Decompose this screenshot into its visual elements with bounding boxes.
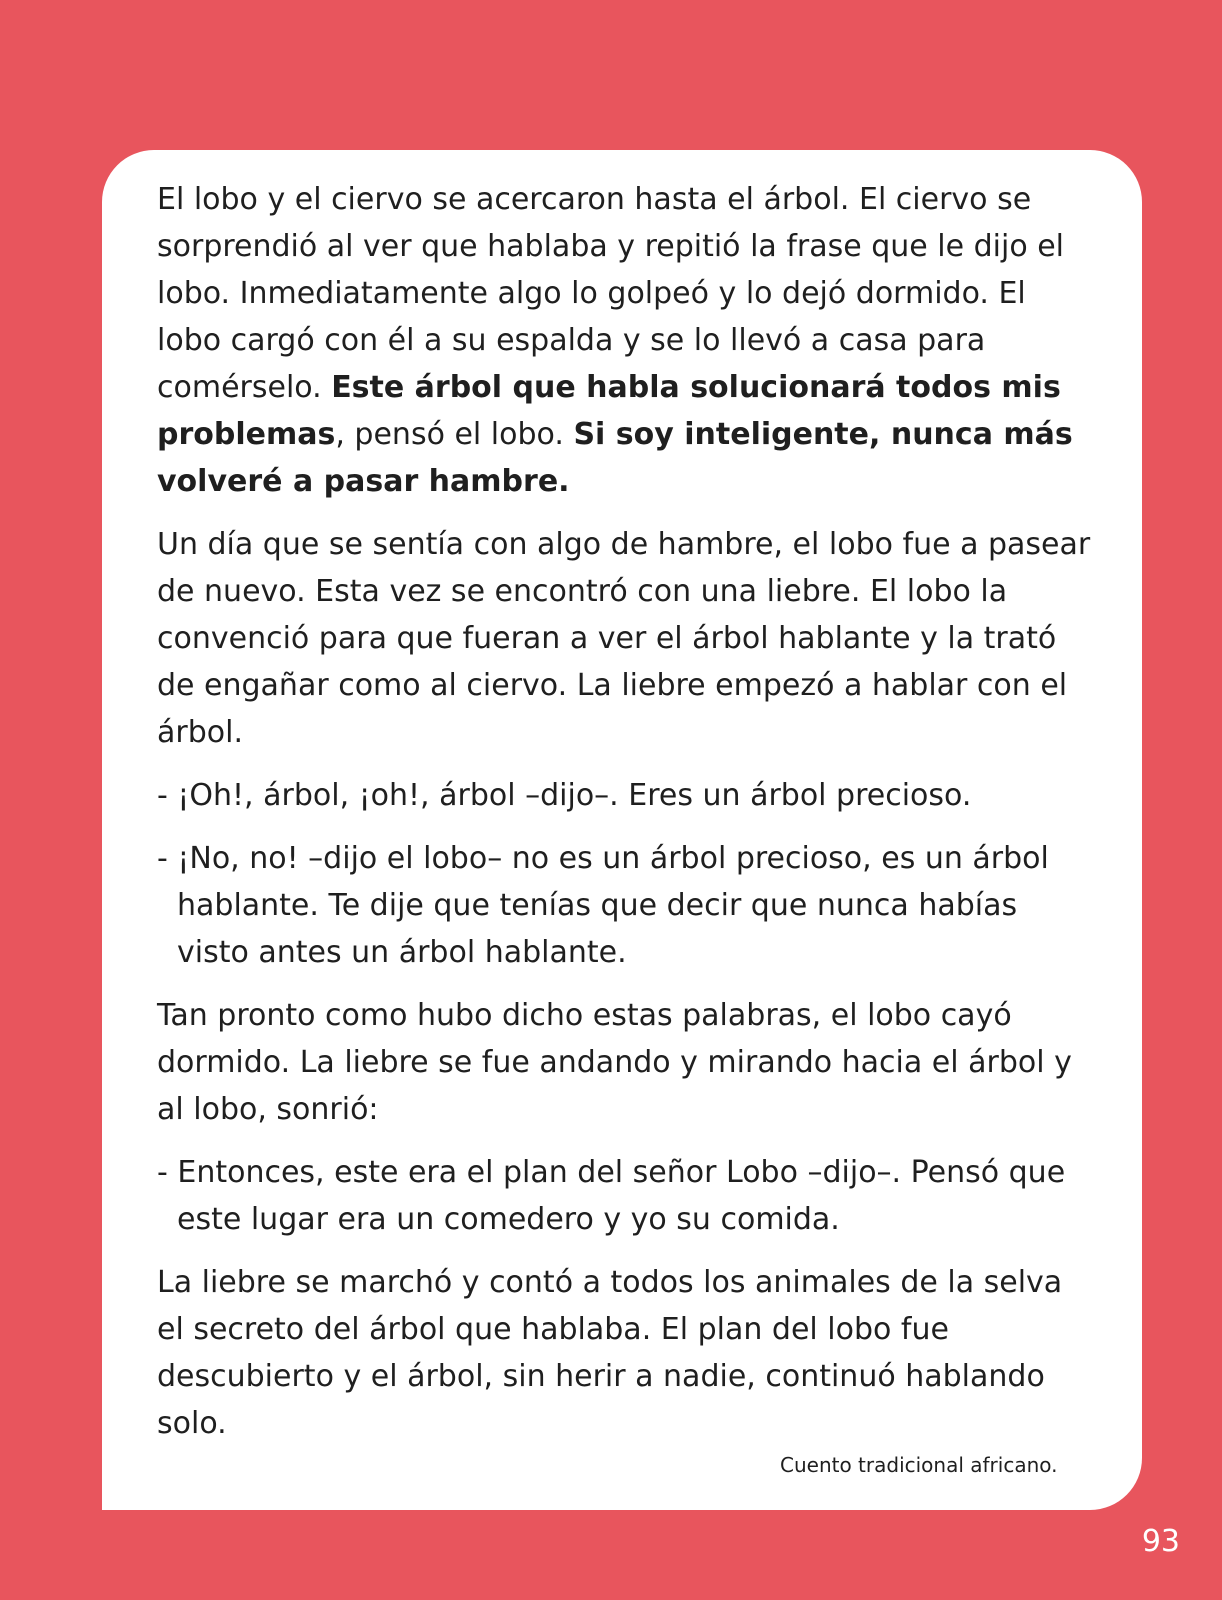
page-number: 93 (1141, 1524, 1180, 1559)
dialogue-1: - ¡Oh!, árbol, ¡oh!, árbol –dijo–. Eres un árbol precioso. (157, 778, 972, 813)
story-text (157, 176, 1097, 1463)
story-source: Cuento tradicional africano. (780, 1453, 1058, 1477)
paragraph-1 (157, 176, 1097, 505)
paragraph-2: Un día que se sentía con algo de hambre, el lobo fue a pasear de nuevo. Esta vez se encontró con una liebre. El lobo la convenció para que fueran a ver el árbol hablante y la trató de engañar como al ciervo. La liebre empezó a hablar con el árbol. (157, 527, 1091, 750)
paragraph-1-text-2: , pensó el lobo. (335, 417, 574, 452)
paragraph-3: Tan pronto como hubo dicho estas palabras, el lobo cayó dormido. La liebre se fue andando y mirando hacia el árbol y al lobo, sonrió: (157, 998, 1072, 1127)
paragraph-4: La liebre se marchó y contó a todos los animales de la selva el secreto del árbol que hablaba. El plan del lobo fue descubierto y el árbol, sin herir a nadie, continuó hablando solo. (157, 1265, 1063, 1441)
paragraph-1-bold-thought-1: Este árbol que habla solucionará todos mis problemas (157, 370, 1061, 452)
paragraph-1-bold-thought-2: Si soy inteligente, nunca más volveré a pasar hambre. (157, 417, 1073, 499)
dialogue-2: - ¡No, no! –dijo el lobo– no es un árbol precioso, es un árbol hablante. Te dije que tenías que decir que nunca habías visto antes un árbol hablante. (157, 841, 1049, 970)
paragraph-1-text: El lobo y el ciervo se acercaron hasta el árbol. El ciervo se sorprendió al ver que hablaba y repitió la frase que le dijo el lobo. Inmediatamente algo lo golpeó y lo dejó dormido. El lobo cargó con él a su espalda y se lo llevó a casa para comérselo. (157, 182, 1065, 405)
dialogue-3: - Entonces, este era el plan del señor Lobo –dijo–. Pensó que este lugar era un comedero y yo su comida. (157, 1155, 1066, 1237)
